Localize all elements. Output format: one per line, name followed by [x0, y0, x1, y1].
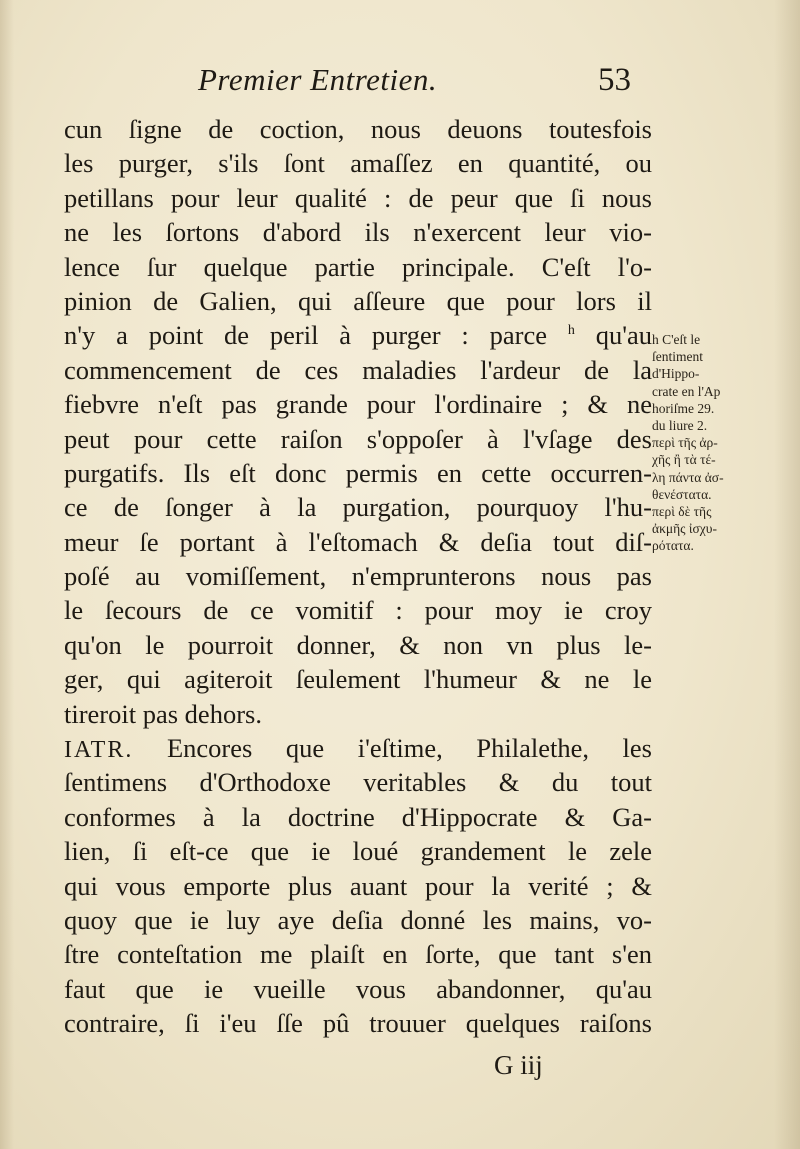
body-text: [64, 112, 652, 1041]
text-line: poſé au vomiſſement, n'emprunterons nous pas: [64, 561, 652, 592]
speaker-label: IATR.: [64, 737, 134, 764]
margin-note-line: θενέστατα.: [652, 486, 712, 502]
text-line: meur ſe portant à l'eſtomach & deſia tout diſ-: [64, 526, 652, 557]
text-segment: Encores que i'eſtime, Philalethe, les: [166, 733, 652, 764]
text-segment: n'y a point de peril à purger : parce: [64, 320, 548, 351]
text-line: ce de ſonger à la purgation, pourquoy l'hu-: [64, 492, 652, 523]
text-line: ne les ſortons d'abord ils n'exercent leur vio-: [64, 217, 652, 248]
text-line: ſentimens d'Orthodoxe veritables & du tout: [64, 767, 652, 798]
text-line: ſtre conteſtation me plaiſt en ſorte, que tant s'en: [64, 939, 652, 970]
margin-note-line: περὶ τῆς ἀρ-: [652, 435, 718, 451]
text-line: le ſecours de ce vomitif : pour moy ie croy: [64, 595, 652, 626]
text-line-with-note-ref: [64, 318, 652, 352]
text-line: peut pour cette raiſon s'oppoſer à l'vſage des: [64, 423, 652, 454]
text-line: ger, qui agiteroit ſeulement l'humeur & ne le: [64, 664, 652, 695]
running-title: Premier Entretien.: [198, 62, 438, 97]
margin-note-line: λη πάντα ἀσ-: [652, 469, 724, 485]
text-segment: qu'au: [595, 320, 652, 351]
speaker-line: [64, 731, 652, 765]
text-line: petillans pour leur qualité : de peur que ſi nous: [64, 182, 652, 213]
margin-note-line: χῆς ἢ τὰ τέ-: [652, 452, 716, 468]
margin-note: [652, 331, 752, 554]
text-line: qui vous emporte plus auant pour la verité ; &: [64, 870, 652, 901]
text-line: lien, ſi eſt-ce que ie loué grandement le zele: [64, 836, 652, 867]
text-line: conformes à la doctrine d'Hippocrate & Ga-: [64, 801, 652, 832]
margin-note-line: h C'eſt le: [652, 332, 701, 347]
text-line: lence ſur quelque partie principale. C'eſt l'o-: [64, 251, 652, 282]
spine-shadow: [774, 0, 800, 1149]
margin-note-line: ρότατα.: [652, 538, 694, 554]
text-line: purgatifs. Ils eſt donc permis en cette occurren-: [64, 457, 652, 488]
signature-mark: G iij: [494, 1050, 543, 1080]
text-line: tireroit pas dehors.: [64, 698, 262, 729]
margin-note-line: περὶ δὲ τῆς: [652, 503, 712, 519]
text-line: faut que ie vueille vous abandonner, qu'au: [64, 973, 652, 1004]
page-edge-shadow: [0, 0, 14, 1149]
text-line: fiebvre n'eſt pas grande pour l'ordinaire ; & ne: [64, 389, 652, 420]
margin-note-line: horiſme 29.: [652, 400, 715, 416]
text-line: commencement de ces maladies l'ardeur de la: [64, 354, 652, 385]
text-line: les purger, s'ils ſont amaſſez en quantité, ou: [64, 148, 652, 179]
page-footer: [0, 1050, 800, 1090]
text-line: contraire, ſi i'eu ſſe pû trouuer quelques raiſons: [64, 1008, 652, 1039]
text-line: pinion de Galien, qui aſſeure que pour lors il: [64, 285, 652, 316]
margin-note-line: d'Hippo-: [652, 366, 700, 382]
footnote-marker: h: [567, 323, 575, 339]
margin-note-line: crate en l'Ap: [652, 383, 721, 399]
margin-note-line: ἀκμῆς ἰσχυ-: [652, 521, 717, 537]
page-header: [0, 62, 800, 112]
text-line: quoy que ie luy aye deſia donné les mains, vo-: [64, 904, 652, 935]
margin-note-line: du liure 2.: [652, 417, 708, 433]
page-number: 53: [598, 62, 631, 98]
text-line: cun ſigne de coction, nous deuons toutesfois: [64, 114, 652, 144]
margin-note-line: ſentiment: [652, 349, 703, 365]
text-line: qu'on le pourroit donner, & non vn plus le-: [64, 629, 652, 660]
